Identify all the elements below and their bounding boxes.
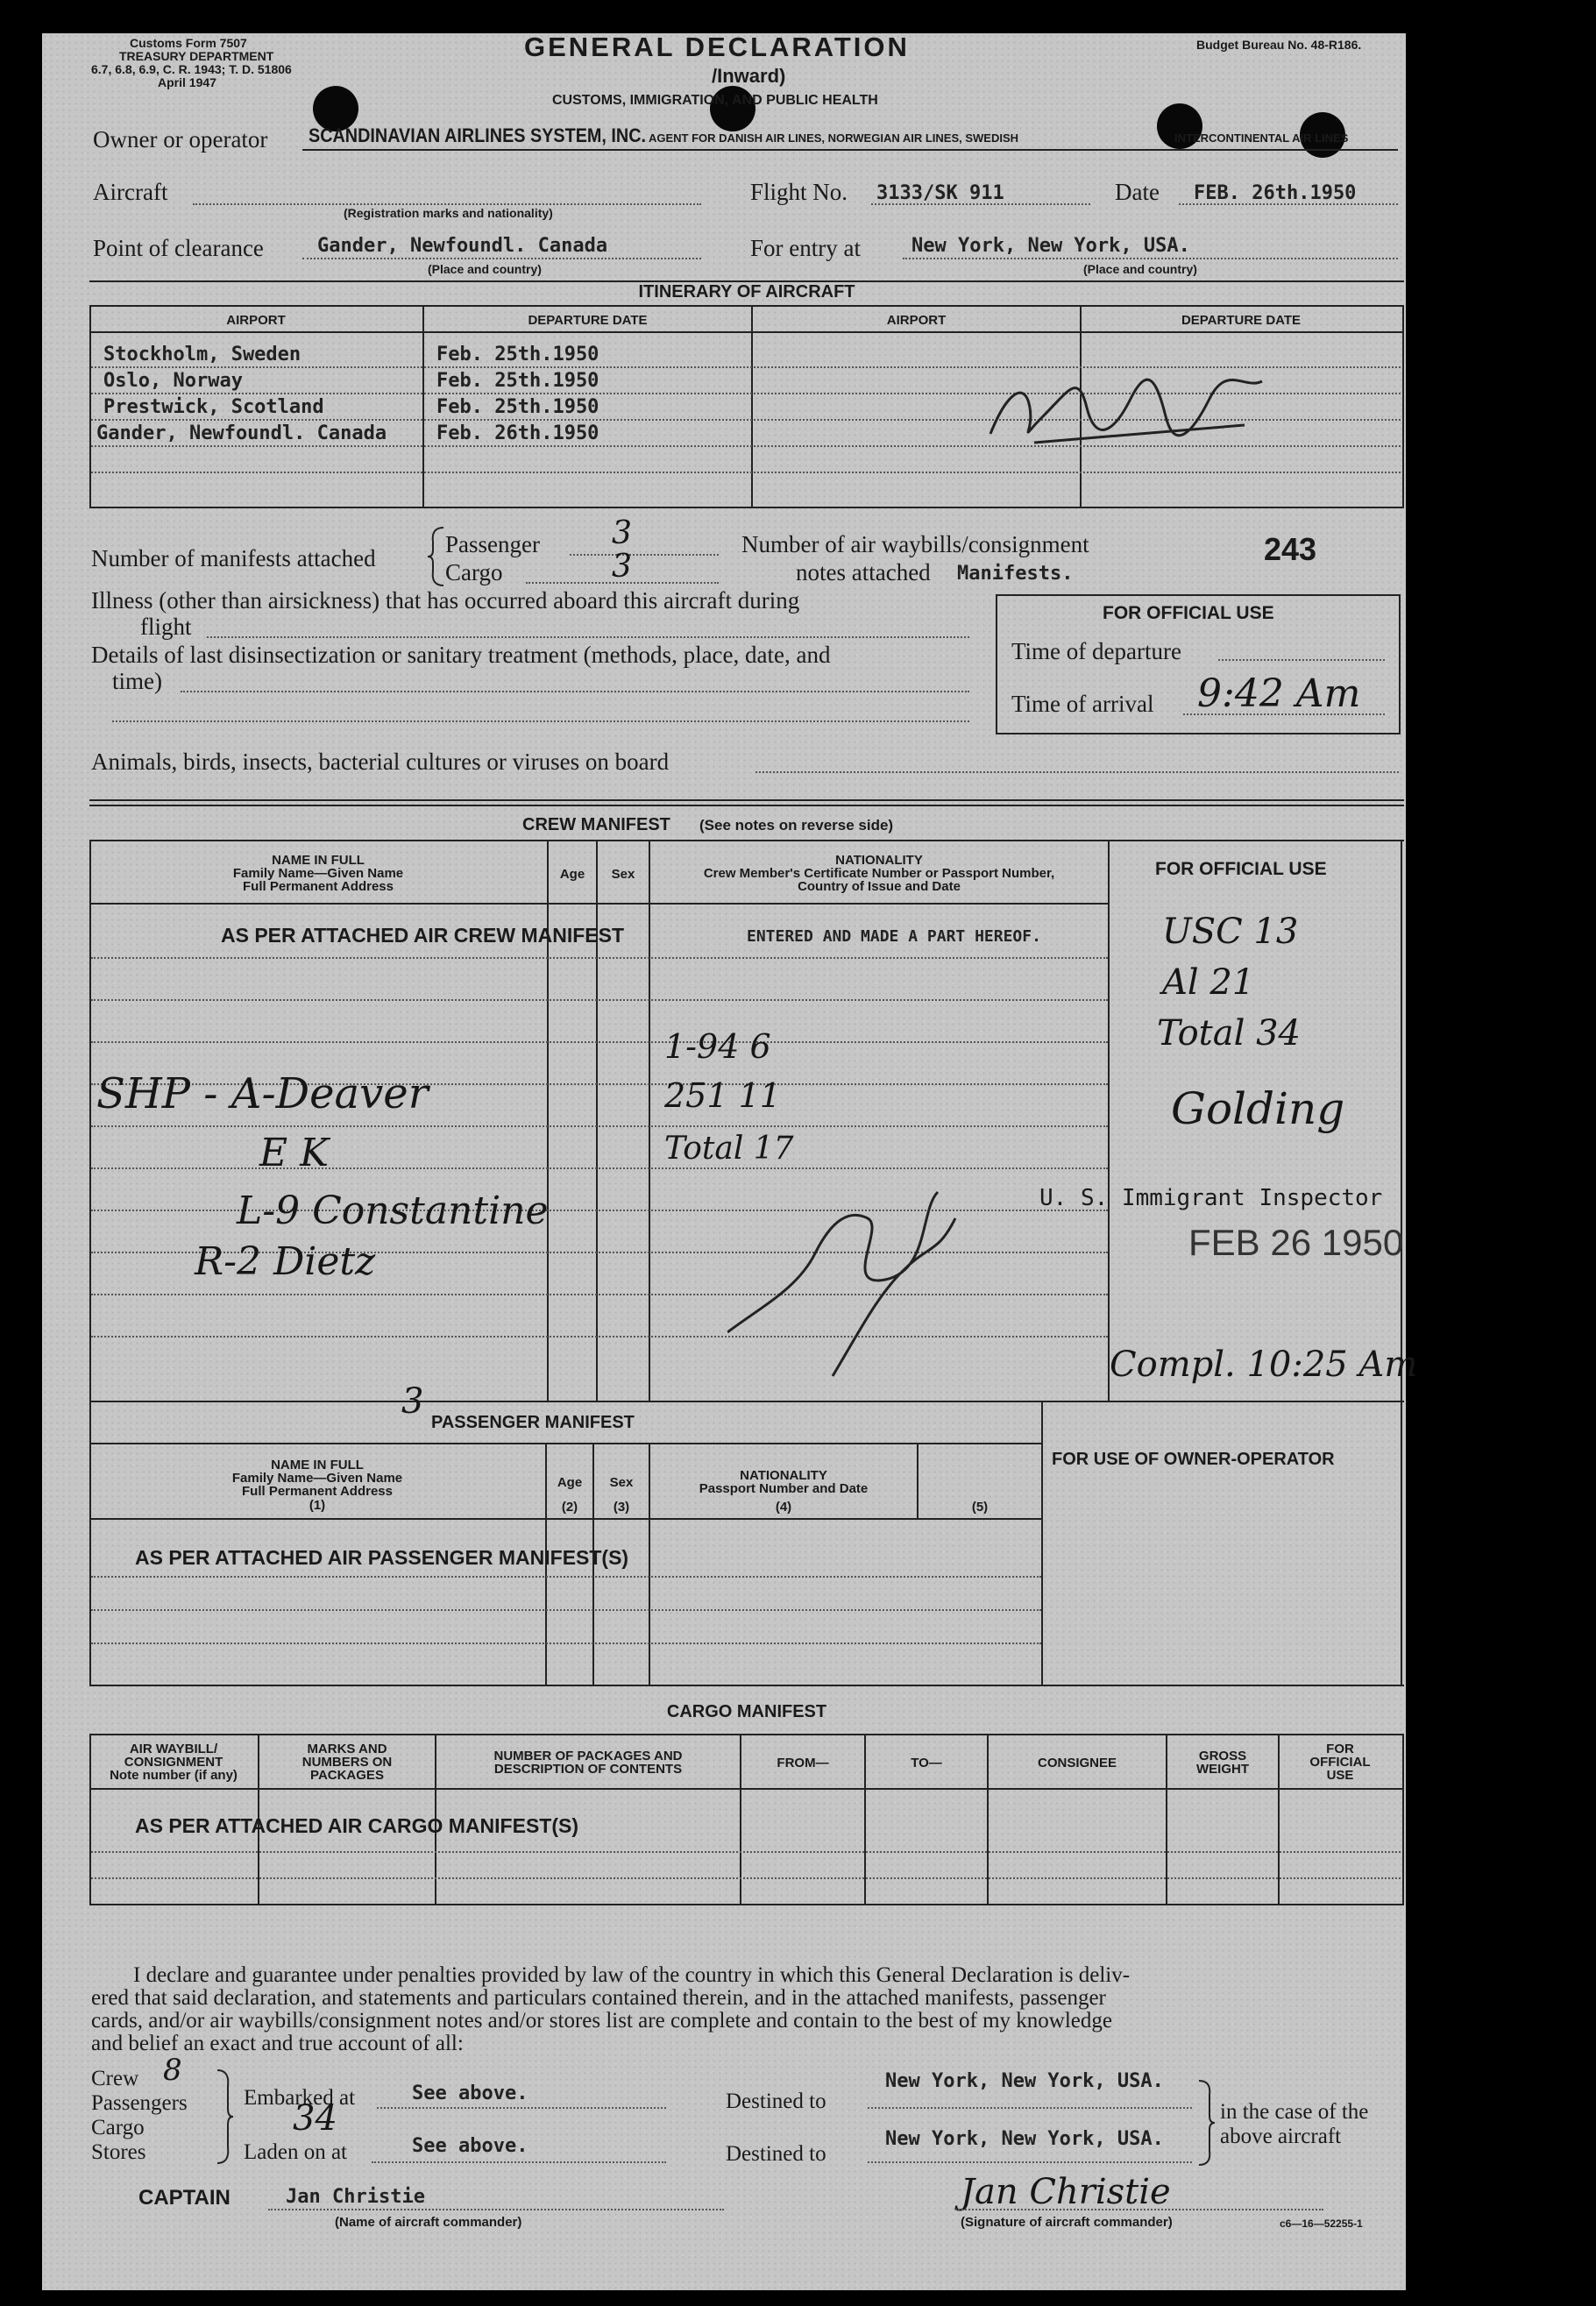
captain-signature-note: (Signature of aircraft commander) bbox=[961, 2215, 1173, 2230]
cargo-col-from: FROM— bbox=[777, 1756, 829, 1770]
passenger-as-per-attached: AS PER ATTACHED AIR PASSENGER MANIFEST(S) bbox=[135, 1546, 629, 1569]
entry-note: (Place and country) bbox=[1083, 262, 1197, 276]
captain-label: CAPTAIN bbox=[138, 2186, 231, 2210]
captain-name-note: (Name of aircraft commander) bbox=[335, 2215, 522, 2230]
subtitle-agencies: CUSTOMS, IMMIGRATION, AND PUBLIC HEALTH bbox=[552, 93, 878, 108]
inspector-signature-scribble bbox=[982, 355, 1280, 460]
hand-total-17: Total 17 bbox=[664, 1131, 794, 1167]
crew-manifest-note: (See notes on reverse side) bbox=[699, 817, 894, 834]
cargo-col-marks: MARKS AND bbox=[307, 1742, 387, 1756]
manifests-label: Number of manifests attached bbox=[91, 545, 376, 571]
entry-label: For entry at bbox=[750, 235, 861, 261]
declaration-line-4: and belief an exact and true account of all: bbox=[91, 2032, 464, 2055]
illness-label-2: flight bbox=[140, 614, 192, 640]
waybills-label: Number of air waybills/consignment bbox=[741, 531, 1089, 557]
captain-name: Jan Christie bbox=[286, 2186, 425, 2208]
hand-crew-4: R-2 Dietz bbox=[195, 1239, 376, 1284]
entry-value: New York, New York, USA. bbox=[911, 235, 1190, 257]
crew-col-sex: Sex bbox=[611, 867, 635, 882]
waybills-label-2: notes attached bbox=[796, 559, 931, 585]
page-title: GENERAL DECLARATION bbox=[524, 32, 910, 62]
clearance-note: (Place and country) bbox=[428, 262, 542, 276]
illness-label: Illness (other than airsickness) that has occurred aboard this aircraft during bbox=[91, 587, 800, 614]
col-airport: AIRPORT bbox=[226, 313, 286, 328]
cargo-manifests-value: 3 bbox=[612, 549, 632, 585]
customs-form-number: Customs Form 7507 bbox=[130, 36, 247, 50]
passenger-col-nationality: NATIONALITY bbox=[740, 1468, 827, 1483]
itinerary-airport: Gander, Newfoundl. Canada bbox=[96, 422, 387, 444]
date-label: Date bbox=[1115, 179, 1160, 205]
disinfection-label-2: time) bbox=[112, 668, 162, 694]
passenger-col-nationality-2: Passport Number and Date bbox=[699, 1481, 869, 1496]
itinerary-airport: Prestwick, Scotland bbox=[103, 396, 324, 418]
declaration-line-3: cards, and/or air waybills/consignment notes and/or stores list are complete and contain to the best of my knowledge bbox=[91, 2009, 1112, 2033]
cargo-col-gross: GROSS bbox=[1198, 1749, 1247, 1763]
crew-scribble bbox=[727, 1157, 1008, 1385]
passenger-manifest-title: PASSENGER MANIFEST bbox=[431, 1413, 635, 1432]
aircraft-note: (Registration marks and nationality) bbox=[344, 206, 553, 220]
time-departure-label: Time of departure bbox=[1011, 638, 1181, 664]
owner-operator-use: FOR USE OF OWNER-OPERATOR bbox=[1052, 1450, 1335, 1469]
cargo-col-marks-3: PACKAGES bbox=[310, 1768, 384, 1783]
clearance-value: Gander, Newfoundl. Canada bbox=[317, 235, 608, 257]
cargo-col-waybill-3: Note number (if any) bbox=[110, 1768, 238, 1783]
clearance-label: Point of clearance bbox=[93, 235, 264, 261]
passenger-col-num-4: (4) bbox=[775, 1500, 792, 1515]
cargo-col-consignee: CONSIGNEE bbox=[1037, 1756, 1117, 1770]
waybills-count: 243 bbox=[1264, 531, 1317, 567]
cargo-col-marks-2: NUMBERS ON bbox=[301, 1755, 393, 1770]
col-airport-2: AIRPORT bbox=[886, 313, 947, 328]
passenger-col-num-2: (2) bbox=[561, 1500, 578, 1515]
destined-value: New York, New York, USA. bbox=[885, 2070, 1164, 2092]
crew-col-name-2: Family Name—Given Name bbox=[232, 866, 404, 881]
passenger-manifests-value: 3 bbox=[612, 515, 632, 551]
form-date: April 1947 bbox=[158, 75, 216, 89]
crew-col-nationality-2: Crew Member's Certificate Number or Passport Number, bbox=[703, 866, 1055, 881]
cargo-manifest-title: CARGO MANIFEST bbox=[666, 1702, 827, 1721]
time-arrival-value: 9:42 Am bbox=[1197, 671, 1361, 716]
brace bbox=[1195, 2079, 1217, 2167]
flight-value: 3133/SK 911 bbox=[876, 182, 1004, 204]
cargo-col-gross-2: WEIGHT bbox=[1196, 1762, 1249, 1777]
stores-label: Stores bbox=[91, 2140, 146, 2164]
passenger-col-num-3: (3) bbox=[613, 1500, 630, 1515]
cargo-label: Cargo bbox=[91, 2116, 145, 2139]
owner-label: Owner or operator bbox=[93, 126, 268, 153]
print-code: c6—16—52255-1 bbox=[1280, 2217, 1363, 2230]
crew-label: Crew bbox=[91, 2067, 139, 2090]
crew-col-name: NAME IN FULL bbox=[272, 853, 365, 868]
hand-al-count: Al 21 bbox=[1162, 962, 1255, 1003]
laden-value: See above. bbox=[412, 2135, 528, 2157]
hand-251-count: 251 11 bbox=[664, 1076, 781, 1115]
passenger-col-sex: Sex bbox=[609, 1475, 634, 1490]
passenger-col-num-1: (1) bbox=[309, 1498, 326, 1513]
itinerary-date: Feb. 25th.1950 bbox=[436, 370, 599, 392]
crew-col-name-3: Full Permanent Address bbox=[243, 879, 394, 894]
flight-label: Flight No. bbox=[750, 179, 848, 205]
itinerary-date: Feb. 25th.1950 bbox=[436, 396, 599, 418]
inspection-stamp-date: FEB 26 1950 bbox=[1188, 1222, 1404, 1263]
page-subtitle: /Inward) bbox=[712, 65, 786, 87]
itinerary-airport: Oslo, Norway bbox=[103, 370, 243, 392]
crew-manifest-title: CREW MANIFEST bbox=[522, 815, 670, 834]
passenger-col-age: Age bbox=[557, 1475, 583, 1490]
passenger-col-name-2: Family Name—Given Name bbox=[231, 1471, 403, 1486]
captain-signature: Jan Christie bbox=[961, 2172, 1171, 2212]
cargo-col-packages: NUMBER OF PACKAGES AND bbox=[493, 1749, 683, 1763]
case-label: in the case of the bbox=[1220, 2100, 1369, 2124]
inspector-signature: Golding bbox=[1171, 1083, 1345, 1134]
owner-value: SCANDINAVIAN AIRLINES SYSTEM, INC. bbox=[309, 124, 647, 146]
crew-col-nationality: NATIONALITY bbox=[835, 853, 923, 868]
declaration-line-1: I declare and guarantee under penalties provided by law of the country in which this General Declaration is deliv- bbox=[133, 1963, 1131, 1987]
owner-agent: AGENT FOR DANISH AIR LINES, NORWEGIAN AIR LINES, SWEDISH bbox=[649, 131, 1019, 145]
col-departure-date: DEPARTURE DATE bbox=[528, 313, 648, 328]
destined-value-2: New York, New York, USA. bbox=[885, 2128, 1164, 2150]
date-value: FEB. 26th.1950 bbox=[1194, 182, 1357, 204]
itinerary-date: Feb. 25th.1950 bbox=[436, 344, 599, 365]
official-use-title: FOR OFFICIAL USE bbox=[1103, 603, 1274, 623]
crew-as-per-attached: AS PER ATTACHED AIR CREW MANIFEST bbox=[221, 924, 624, 947]
hand-total-count: Total 34 bbox=[1157, 1013, 1301, 1054]
crew-official-use-title: FOR OFFICIAL USE bbox=[1155, 859, 1327, 879]
passenger-col-num-5: (5) bbox=[971, 1500, 989, 1515]
cargo-col-packages-2: DESCRIPTION OF CONTENTS bbox=[493, 1762, 683, 1777]
embarked-label: Embarked at bbox=[244, 2086, 356, 2110]
cargo-as-per-attached: AS PER ATTACHED AIR CARGO MANIFEST(S) bbox=[135, 1814, 578, 1837]
cargo-manifests-label: Cargo bbox=[445, 559, 503, 585]
disinfection-label: Details of last disinsectization or sanitary treatment (methods, place, date, and bbox=[91, 642, 831, 668]
crew-typed-note: ENTERED AND MADE A PART HEREOF. bbox=[747, 927, 1041, 946]
hand-crew-1: SHP - A-Deaver bbox=[96, 1069, 429, 1118]
passengers-label: Passengers bbox=[91, 2091, 188, 2115]
declaration-line-2: ered that said declaration, and statements and particulars contained therein, and in the attached manifests, passenger bbox=[91, 1986, 1106, 2010]
hand-crew-3: L-9 Constantine bbox=[237, 1188, 549, 1233]
completion-time: Compl. 10:25 Am bbox=[1110, 1345, 1418, 1385]
crew-col-nationality-3: Country of Issue and Date bbox=[798, 879, 961, 894]
cargo-col-to: TO— bbox=[911, 1756, 942, 1770]
crew-count-hand: 8 bbox=[163, 2053, 182, 2088]
cargo-col-official-2: OFFICIAL bbox=[1309, 1755, 1371, 1770]
itinerary-date: Feb. 26th.1950 bbox=[436, 422, 599, 444]
cargo-col-official-3: USE bbox=[1326, 1768, 1354, 1783]
time-arrival-label: Time of arrival bbox=[1011, 691, 1154, 717]
immigrant-inspector: U. S. Immigrant Inspector bbox=[1039, 1185, 1383, 1211]
treasury-department: TREASURY DEPARTMENT bbox=[119, 49, 274, 63]
embarked-value: See above. bbox=[412, 2082, 528, 2104]
aircraft-label: Aircraft bbox=[93, 179, 168, 205]
brace bbox=[426, 526, 447, 587]
waybills-value: Manifests. bbox=[957, 563, 1074, 585]
destined-label: Destined to bbox=[726, 2090, 826, 2113]
budget-bureau: Budget Bureau No. 48-R186. bbox=[1196, 38, 1362, 52]
case-label-2: above aircraft bbox=[1220, 2125, 1342, 2148]
passengers-count-hand: 34 bbox=[293, 2098, 337, 2139]
cargo-col-waybill: AIR WAYBILL/ bbox=[129, 1742, 218, 1756]
animals-label: Animals, birds, insects, bacterial cultures or viruses on board bbox=[91, 749, 670, 775]
hand-i94-count: 1-94 6 bbox=[664, 1027, 771, 1066]
itinerary-airport: Stockholm, Sweden bbox=[103, 344, 301, 365]
passenger-count-hand: 3 bbox=[401, 1381, 424, 1422]
col-departure-date-2: DEPARTURE DATE bbox=[1181, 313, 1302, 328]
cargo-col-official: FOR bbox=[1326, 1742, 1354, 1756]
hand-usc-count: USC 13 bbox=[1162, 912, 1299, 952]
itinerary-title: ITINERARY OF AIRCRAFT bbox=[638, 282, 855, 302]
destined-label-2: Destined to bbox=[726, 2142, 826, 2166]
brace bbox=[214, 2068, 235, 2165]
crew-col-age: Age bbox=[559, 867, 585, 882]
passenger-col-name-3: Full Permanent Address bbox=[242, 1484, 393, 1499]
laden-label: Laden on at bbox=[244, 2140, 348, 2164]
passenger-col-name: NAME IN FULL bbox=[271, 1458, 364, 1472]
cargo-col-waybill-2: CONSIGNMENT bbox=[124, 1755, 223, 1770]
hand-crew-2: E K bbox=[259, 1131, 329, 1175]
passenger-manifests-label: Passenger bbox=[445, 531, 540, 557]
owner-agent-end: INTERCONTINENTAL AIR LINES bbox=[1174, 131, 1349, 145]
regulation-articles: 6.7, 6.8, 6.9, C. R. 1943; T. D. 51806 bbox=[91, 62, 292, 76]
